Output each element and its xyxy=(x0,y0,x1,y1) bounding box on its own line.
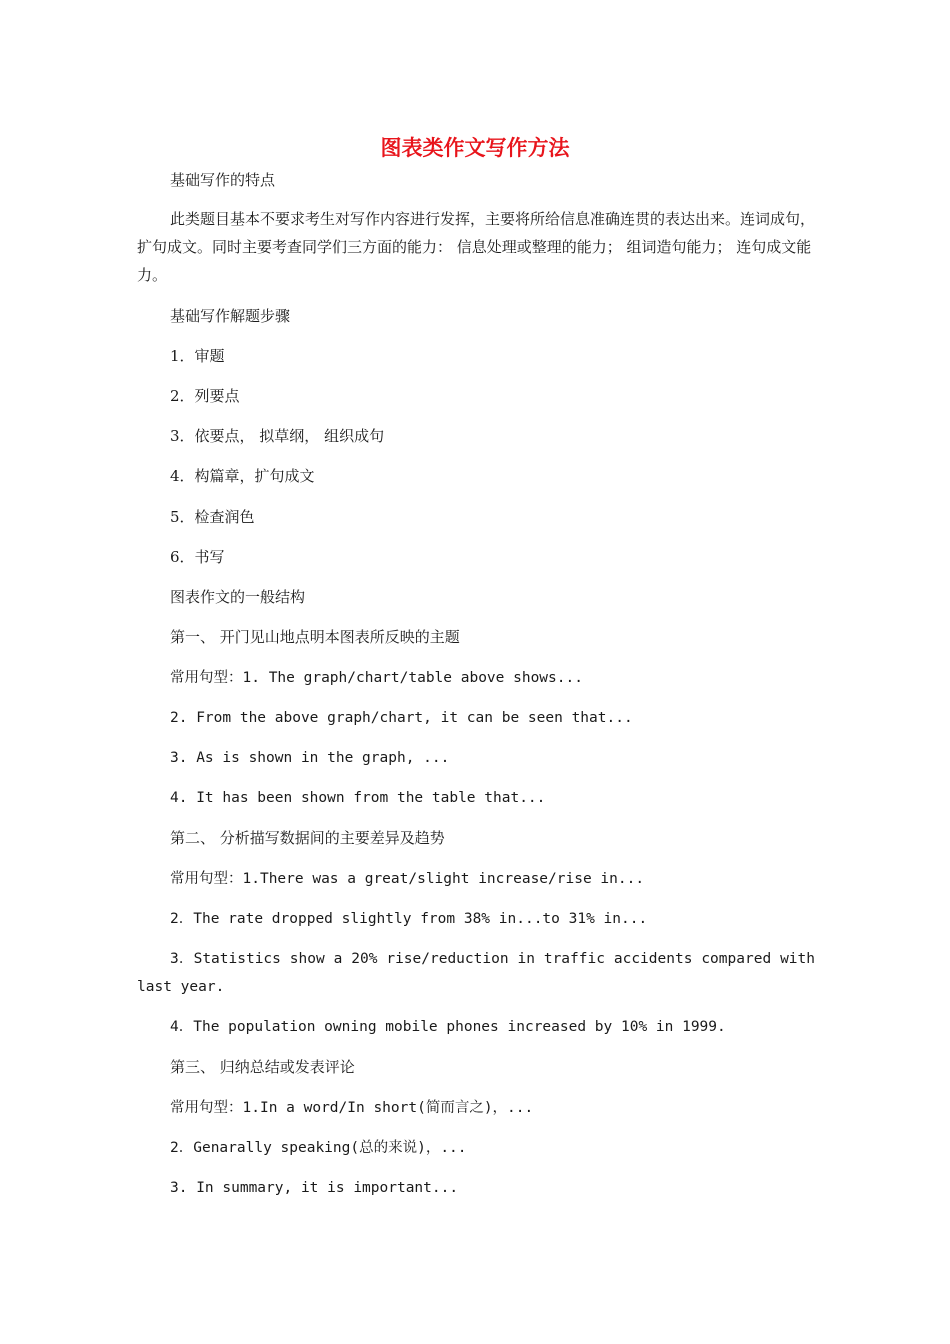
part1-line: 2. From the above graph/chart, it can be seen that... xyxy=(170,710,633,726)
step-item: 5．检查润色 xyxy=(170,508,255,526)
part2-line: 2．The rate dropped slightly from 38% in...to 31% in... xyxy=(170,911,648,927)
features-heading: 基础写作的特点 xyxy=(170,171,276,189)
part2-line: 常用句型：1.There was a great/slight increase/rise in... xyxy=(170,871,645,887)
step-item: 2．列要点 xyxy=(170,387,240,405)
step-item: 3．依要点， 拟草纲， 组织成句 xyxy=(170,427,385,445)
part1-line: 3. As is shown in the graph, ... xyxy=(170,750,450,766)
part3-heading: 第三、 归纳总结或发表评论 xyxy=(170,1058,355,1076)
part3-line: 2．Genarally speaking(总的来说)，... xyxy=(170,1140,467,1156)
part1-line: 常用句型：1. The graph/chart/table above shows... xyxy=(170,670,583,686)
part1-heading: 第一、 开门见山地点明本图表所反映的主题 xyxy=(170,628,460,646)
part2-line: 3．Statistics show a 20% rise/reduction in traffic accidents compared with last year. xyxy=(137,951,815,995)
part2-line: 4．The population owning mobile phones increased by 10% in 1999. xyxy=(170,1019,726,1035)
structure-heading: 图表作文的一般结构 xyxy=(170,588,306,606)
features-paragraph: 此类题目基本不要求考生对写作内容进行发挥，主要将所给信息准确连贯的表达出来。连词成句，扩句成文。同时主要考查同学们三方面的能力： 信息处理或整理的能力； 组词造句能力； 连句成文能力。 xyxy=(137,210,816,284)
step-item: 1．审题 xyxy=(170,347,225,365)
page-title: 图表类作文写作方法 xyxy=(380,136,570,160)
part3-line: 3. In summary, it is important... xyxy=(170,1180,459,1196)
part3-line: 常用句型：1.In a word/In short(简而言之)，... xyxy=(170,1100,534,1116)
part2-heading: 第二、 分析描写数据间的主要差异及趋势 xyxy=(170,829,445,847)
steps-heading: 基础写作解题步骤 xyxy=(170,307,291,325)
step-item: 4．构篇章，扩句成文 xyxy=(170,467,315,485)
step-item: 6．书写 xyxy=(170,548,225,566)
part1-line: 4. It has been shown from the table that... xyxy=(170,790,546,806)
